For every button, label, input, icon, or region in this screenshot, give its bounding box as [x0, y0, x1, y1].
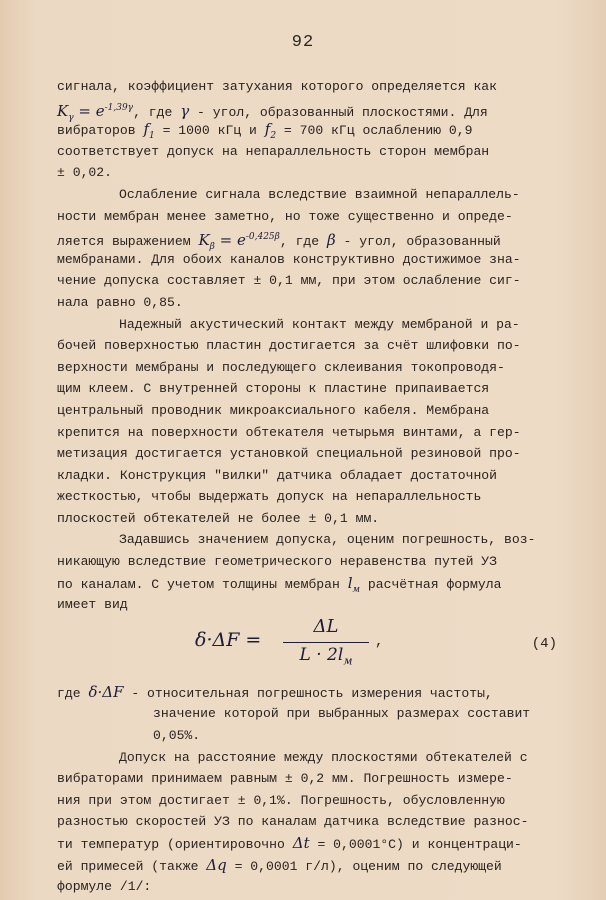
body-text — [57, 76, 577, 898]
text-line: Ослабление сигнала вследствие взаимной непараллель- — [119, 186, 520, 202]
formula-left-side: δ·ΔF = — [195, 628, 262, 651]
text-line: центральный проводник микроаксиального кабеля. Мембрана — [57, 402, 490, 418]
text-line: вибраторами принимаем равным ± 0,2 мм. Погрешность измере- — [57, 771, 513, 787]
text-line: кладки. Конструкция "вилки" датчика обладает достаточной — [57, 467, 498, 483]
formula-fraction — [283, 616, 369, 672]
text-line: соответствует допуск на непараллельность сторон мембран — [57, 143, 490, 159]
text-line: формуле /1/: — [57, 879, 152, 895]
text-line: по каналам. С учетом толщины мембран $l_м$ расчётная формула — [57, 573, 502, 595]
text-line: Задавшись значением допуска, оценим погрешность, воз- — [119, 532, 536, 548]
text-line: имеет вид — [57, 597, 128, 613]
text-line: сигнала, коэффициент затухания которого определяется как — [57, 79, 498, 94]
handwritten-symbol: γ — [180, 101, 190, 120]
formula-denominator: $L \cdot 2l_м$ — [299, 644, 353, 668]
text-line: ти температур (ориентировочно Δt = 0,0001°С) и концентраци- — [57, 834, 522, 852]
text-line: ности мембран менее заметно, но тоже существенно и опреде- — [57, 208, 513, 224]
text-line: ей примесей (также Δq = 0,0001 г/л), оценим по следующей — [57, 855, 502, 874]
text-line: метизация достигается установкой специальной резиновой про- — [57, 446, 521, 462]
handwritten-formula: $K_\gamma = e^{-1,39\gamma}$ — [57, 101, 134, 123]
text-line: верхности мембраны и последующего склеивания токопроводя- — [57, 359, 505, 375]
handwritten-symbol: Δt — [292, 834, 310, 852]
handwritten-symbol: $l_м$ — [347, 573, 361, 595]
text-line: вибраторов $f_1 = 1000$ кГц и $f_2 = 700$ кГц ослаблению 0,9 — [57, 120, 473, 142]
text-line: 0,05%. — [153, 728, 201, 744]
text-line: плоскостей обтекателей не более ± 0,1 мм. — [57, 510, 380, 526]
text-line: где δ·ΔF - относительная погрешность измерения частоты, — [57, 682, 493, 701]
formula-numerator: ΔL — [313, 615, 339, 637]
handwritten-formula: δ·ΔF — [88, 682, 124, 701]
text-line: чение допуска составляет ± 0,1 мм, при этом ослабление сиг- — [57, 273, 521, 289]
text-line: разностью скоростей УЗ по каналам датчика вследствие разнос- — [57, 814, 529, 830]
text-line: бочей поверхностью пластин достигается за счёт шлифовки по- — [57, 338, 521, 354]
text-line: жесткостью, чтобы выдержать допуск на непараллельность — [57, 489, 482, 505]
text-line: Надежный акустический контакт между мембраной и ра- — [119, 316, 520, 332]
text-line: значение которой при выбранных размерах составит — [153, 706, 531, 722]
handwritten-symbol: Δq — [206, 855, 227, 874]
formula-comma: , — [375, 633, 384, 650]
text-line: мембранами. Для обоих каналов конструктивно достижимое зна- — [57, 251, 521, 267]
handwritten-symbol: $f_2$ — [264, 120, 277, 142]
text-line: $K_\gamma = e^{-1,39\gamma}$, где γ - угол, образованный плоскостями. Для — [57, 101, 488, 123]
formula-block — [57, 616, 577, 682]
text-line: ния при этом достигает ± 0,1%. Погрешность, обусловленную — [57, 792, 505, 808]
text-line: ляется выражением $K_\beta = e^{-0,425\beta}$, где β - угол, образованный — [57, 231, 501, 253]
text-line: никающую вследствие геометрического неравенства путей УЗ — [57, 554, 498, 570]
text-line: щим клеем. С внутренней стороны к пластине припаивается — [57, 381, 490, 397]
text-line: ± 0,02. — [57, 165, 113, 181]
formula-number: (4) — [531, 635, 557, 652]
text-line: крепится на поверхности обтекателя четырьмя винтами, а гер- — [57, 424, 521, 440]
text-line: Допуск на расстояние между плоскостями обтекателей с — [119, 749, 528, 765]
handwritten-symbol: β — [327, 231, 336, 250]
handwritten-formula: $K_\beta = e^{-0,425\beta}$ — [198, 231, 280, 253]
handwritten-symbol: $f_1$ — [143, 120, 155, 142]
text-line: нала равно 0,85. — [57, 294, 183, 310]
page-number: 92 — [291, 33, 315, 52]
